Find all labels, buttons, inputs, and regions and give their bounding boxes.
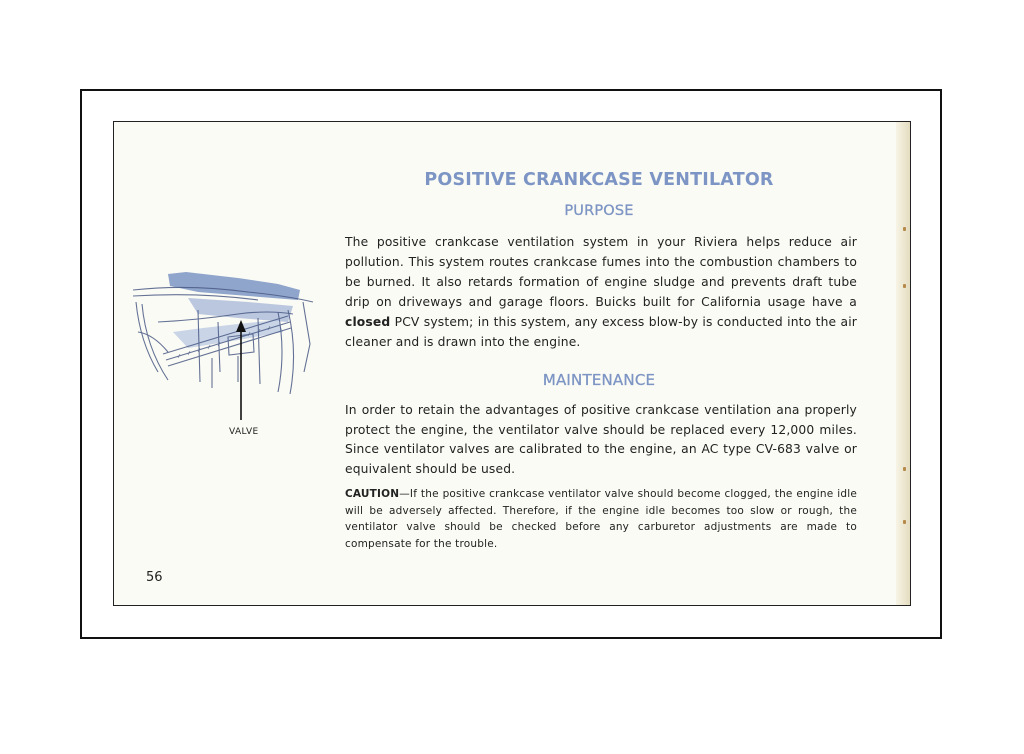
maintenance-paragraph: In order to retain the advantages of positive crankcase ventilation ana properly protect the engine, the ventilator valve should be replaced every 12,000 miles. Since ventilator valves are calibrated to the engine, an AC type CV-683 valve or equivalent should be used.: [345, 403, 857, 476]
purpose-text-end: PCV system; in this system, any excess blow-by is conducted into the air cleaner and is drawn into the engine.: [345, 315, 857, 349]
purpose-heading: PURPOSE: [564, 203, 634, 219]
purpose-paragraph: [345, 232, 857, 352]
spine-mark: [903, 227, 906, 231]
purpose-text-start: The positive crankcase ventilation system in your Riviera helps reduce air pollution. This system routes crankcase fumes into the combustion chambers to be burned. It also retards formation of engine sludge and prevents draft tube drip on driveways and garage floors. Buicks built for California usage have a: [345, 235, 857, 309]
manual-page: [113, 121, 911, 606]
spine-mark: [903, 467, 906, 471]
main-heading: POSITIVE CRANKCASE VENTILATOR: [424, 170, 774, 190]
caution-label: CAUTION: [345, 488, 400, 500]
caution-text: —If the positive crankcase ventilator valve should become clogged, the engine idle will be adversely affected. Therefore, if the engine idle becomes too slow or rough, the ventilator valve should be checked before any carburetor adjustments are made to compensate for the trouble.: [345, 488, 857, 550]
page-number: 56: [146, 570, 163, 585]
engine-valve-illustration: [128, 262, 318, 432]
spine-mark: [903, 520, 906, 524]
purpose-text-bold: closed: [345, 315, 391, 329]
caution-paragraph: [345, 486, 857, 552]
valve-label: VALVE: [229, 427, 259, 437]
maintenance-heading: MAINTENANCE: [542, 371, 656, 389]
page-spine: [896, 122, 910, 605]
spine-mark: [903, 284, 906, 288]
